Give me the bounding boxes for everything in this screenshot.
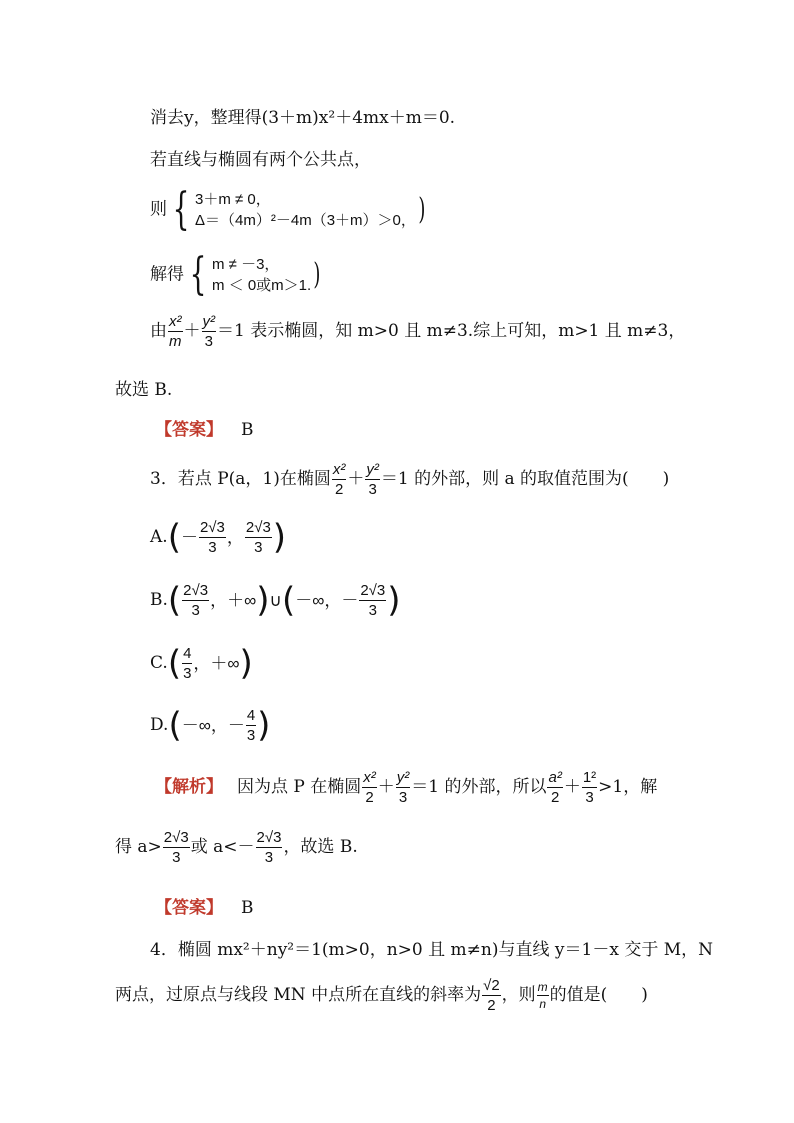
brace-close: ) <box>313 257 321 292</box>
line-system-condition <box>150 184 428 235</box>
fraction: $\frac{2√3}{3}$ <box>199 519 225 556</box>
question-3: 3．若点 P(a，1)在椭圆 $\frac{\text{x²}}{2}$ ＋ $\frac{\text{y²}}{3}$ ＝1 的外部，则 a 的取值范围为( ) <box>150 461 670 498</box>
text: 的值是( ) <box>549 985 648 1005</box>
line-ellipse-condition: 由 $\frac{\text{x²}}{m}$ ＋ $\frac{\text{y²}}{3}$ ＝1 表示椭圆，知 m>0 且 m≠3.综上可知，m>1 且 m≠3， <box>150 313 686 350</box>
analysis-continued <box>115 830 358 865</box>
row2: Δ＝（4m）²－4m（3＋m）＞0， <box>195 212 416 229</box>
text: ＝1 的外部，则 a 的取值范围为( ) <box>380 469 670 489</box>
text: 或 a<－ <box>190 837 255 857</box>
fraction: $\frac{4}{3}$ <box>246 707 256 744</box>
text: 得 a> <box>115 837 162 857</box>
fraction: $\frac{m}{n}$ <box>537 980 548 1011</box>
fraction: $\frac{2√3}{3}$ <box>256 829 282 866</box>
analysis: 【解析】 因为点 P 在椭圆 $\frac{\text{x²}}{2}$ ＋ $\frac{\text{y²}}{3}$ ＝1 的外部，所以 $\frac{\text{a²}}{2}$ ＋ $\frac{\text{1²}}{3}$ >1，解 <box>155 769 658 806</box>
text: ，故选 B. <box>283 837 358 857</box>
line-two-points: 若直线与椭圆有两个公共点， <box>150 150 371 170</box>
system <box>212 254 311 296</box>
fraction: $\frac{\text{x²}}{2}$ <box>332 461 346 498</box>
brace: { <box>189 249 207 300</box>
fraction: $\frac{\text{y²}}{3}$ <box>366 461 379 498</box>
fraction: $\frac{2√3}{3}$ <box>245 519 271 556</box>
fraction: $\frac{\text{y²}}{3}$ <box>396 769 410 806</box>
fraction: $\frac{\text{x²}}{m}$ <box>169 313 182 350</box>
row2: m ＜ 0或m＞1. <box>212 277 312 294</box>
system <box>195 189 416 231</box>
line-solve <box>150 249 323 300</box>
text: 3．若点 P(a，1)在椭圆 <box>150 469 331 489</box>
answer-1 <box>155 422 254 439</box>
answer-2 <box>155 900 254 917</box>
text: ＝1 表示椭圆，知 m>0 且 m≠3.综上可知，m>1 且 m≠3， <box>217 321 686 341</box>
option-c: C.( $\frac{4}{3}$ ，＋∞) <box>150 643 253 684</box>
fraction: $\frac{2√3}{3}$ <box>163 829 189 866</box>
text: 两点，过原点与线段 MN 中点所在直线的斜率为 <box>115 985 482 1005</box>
row1: m ≠ －3， <box>212 256 280 273</box>
line-choose-b: 故选 B. <box>115 380 173 400</box>
fraction: $\frac{\text{a²}}{2}$ <box>548 769 562 806</box>
question-4-continued <box>115 978 648 1013</box>
text: ＝1 的外部，所以 <box>411 777 547 797</box>
fraction: $\frac{2√3}{3}$ <box>183 582 209 619</box>
answer-tag: 【答案】 <box>155 898 223 918</box>
text: >1，解 <box>598 777 658 797</box>
fraction: $\frac{\text{y²}}{3}$ <box>202 313 215 350</box>
brace-close: ) <box>418 192 426 227</box>
prefix: 则 <box>150 199 167 220</box>
brace: { <box>172 184 190 235</box>
fraction: $\frac{4}{3}$ <box>183 645 192 682</box>
fraction: $\frac{√2}{2}$ <box>483 977 500 1014</box>
option-b: B.( $\frac{2√3}{3}$ ，＋∞)∪(－∞，－ $\frac{2√3}{3}$ ) <box>150 580 401 621</box>
prefix: 由 <box>150 321 167 341</box>
question-4: 4．椭圆 mx²＋ny²＝1(m>0，n>0 且 m≠n)与直线 y＝1－x 交于 M，N <box>150 940 713 960</box>
option-d: D.(－∞，－ $\frac{4}{3}$ ) <box>150 705 271 746</box>
analysis-tag: 【解析】 <box>155 777 223 797</box>
fraction: $\frac{\text{1²}}{3}$ <box>582 769 597 806</box>
answer-value: B <box>241 420 254 440</box>
text: ，则 <box>501 985 536 1005</box>
fraction: $\frac{\text{x²}}{2}$ <box>363 769 376 806</box>
text: 因为点 P 在椭圆 <box>237 777 362 797</box>
row1: 3＋m ≠ 0， <box>195 191 271 208</box>
prefix: 解得 <box>150 264 184 285</box>
option-a: A.(－ $\frac{2√3}{3}$ ， $\frac{2√3}{3}$ ) <box>150 517 287 558</box>
answer-tag: 【答案】 <box>155 420 223 440</box>
line-eliminate-y: 消去y，整理得(3＋m)x²＋4mx＋m＝0. <box>150 108 456 128</box>
answer-value: B <box>241 898 254 918</box>
fraction: $\frac{2√3}{3}$ <box>360 582 386 619</box>
